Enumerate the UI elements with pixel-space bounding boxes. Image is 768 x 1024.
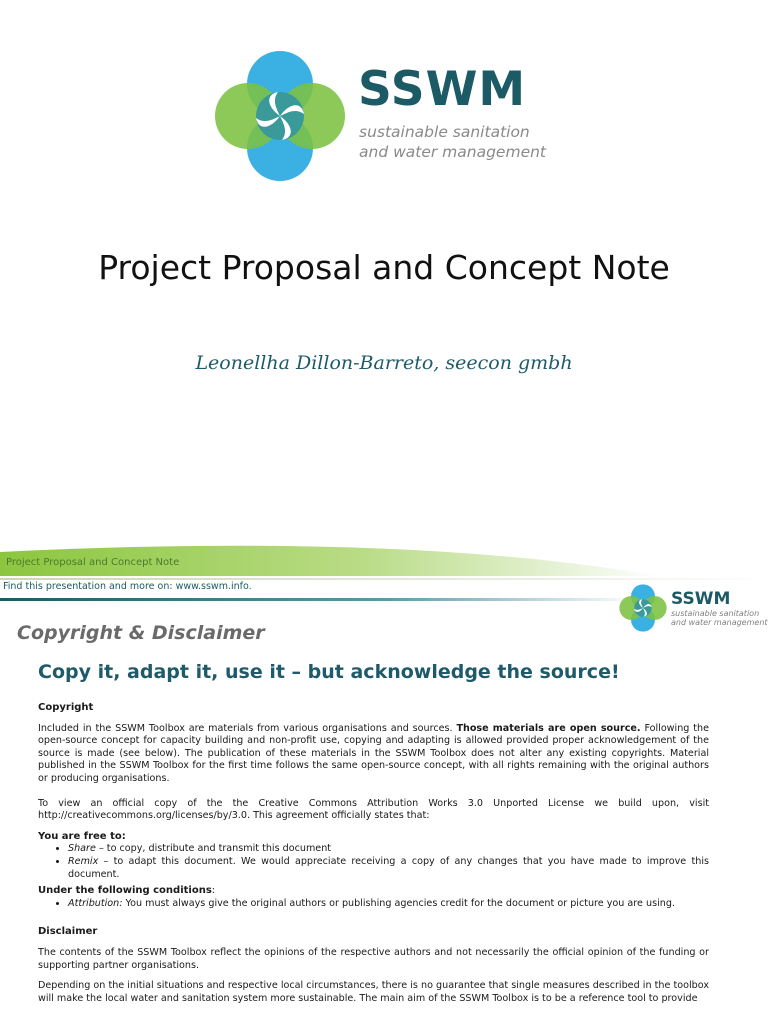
- list-item-term: Share: [68, 843, 96, 855]
- disclaimer-paragraph-1: The contents of the SSWM Toolbox reflect the opinions of the respective authors and not necessarily the official opinion of the funding or supporting partner organisations.: [38, 946, 709, 971]
- list-item: [68, 898, 709, 911]
- copyright-p1-text-a: Included in the SSWM Toolbox are materials from various organisations and sources.: [38, 722, 453, 734]
- list-item-text: – to copy, distribute and transmit this document: [95, 843, 332, 855]
- conditions-list: [38, 898, 709, 911]
- copyright-title: Copyright: [38, 702, 94, 713]
- brand-name: SSWM: [358, 62, 527, 117]
- list-item-text: You must always give the original authors or publishing agencies credit for the document or picture you are using.: [122, 897, 675, 909]
- footer-title: Project Proposal and Concept Note: [6, 557, 180, 568]
- disclaimer-title: Disclaimer: [38, 926, 98, 938]
- copyright-paragraph-2: To view an official copy of the the Creative Commons Attribution Works 3.0 Unported License we build upon, visit http://creativecommons.org/licenses/by/3.0. This agreement officially states that:: [38, 797, 709, 822]
- copyright-p1-text-b: Following the open-source concept for capacity building and non-profit use, copying and adapting is allowed provided proper acknowledgement of the source is made (see below). The publication of these materials in the SSWM Toolbox does not alter any existing copyrights. Material published in the SSWM Toolbox for the first time follows the same open-source concept, with all rights remaining with the original authors or producing organisations.: [38, 722, 709, 784]
- conditions-colon: :: [211, 885, 216, 897]
- list-item: [68, 843, 709, 856]
- tagline-line-2: and water management: [359, 143, 547, 161]
- brand-name-small: SSWM: [671, 589, 731, 609]
- find-presentation-text: Find this presentation and more on: www.sswm.info.: [3, 581, 252, 592]
- slide-title: Project Proposal and Concept Note: [98, 248, 670, 287]
- tagline-small-line-1: sustainable sanitation: [671, 609, 760, 618]
- sswm-logo-icon: [619, 584, 667, 632]
- disclaimer-paragraph-2: Depending on the initial situations and respective local circumstances, there is no guarantee that single measures described in the toolbox will make the local water and sanitation system more sustainable. The main aim of the SSWM Toolbox is to be a reference tool to provide: [38, 980, 709, 1004]
- conditions-title: [38, 885, 709, 898]
- slide-author: Leonellha Dillon-Barreto, seecon gmbh: [195, 352, 573, 374]
- tagline-small-line-2: and water management: [671, 618, 768, 627]
- copyright-p1-bold: Those materials are open source.: [456, 722, 641, 734]
- brand-tagline: [359, 122, 546, 162]
- copyright-disclaimer-heading: Copyright & Disclaimer: [17, 622, 265, 644]
- list-item: [68, 856, 709, 881]
- copyright-body: [38, 702, 709, 1005]
- acknowledge-source-heading: Copy it, adapt it, use it – but acknowledge the source!: [38, 661, 620, 683]
- slide-divider: [0, 598, 640, 601]
- brand-tagline-small: [671, 609, 768, 627]
- footer-divider: [0, 578, 768, 580]
- tagline-line-1: sustainable sanitation: [359, 123, 530, 141]
- list-item-term: Attribution:: [68, 897, 123, 909]
- sswm-logo-icon: [214, 50, 346, 182]
- free-to-title: You are free to:: [38, 830, 126, 842]
- copyright-paragraph-1: [38, 723, 709, 786]
- list-item-term: Remix: [68, 855, 99, 867]
- conditions-title-text: Under the following conditions: [38, 885, 212, 897]
- free-to-list: [38, 843, 709, 881]
- list-item-text: – to adapt this document. We would appreciate receiving a copy of any changes that you have made to improve this document.: [68, 855, 709, 880]
